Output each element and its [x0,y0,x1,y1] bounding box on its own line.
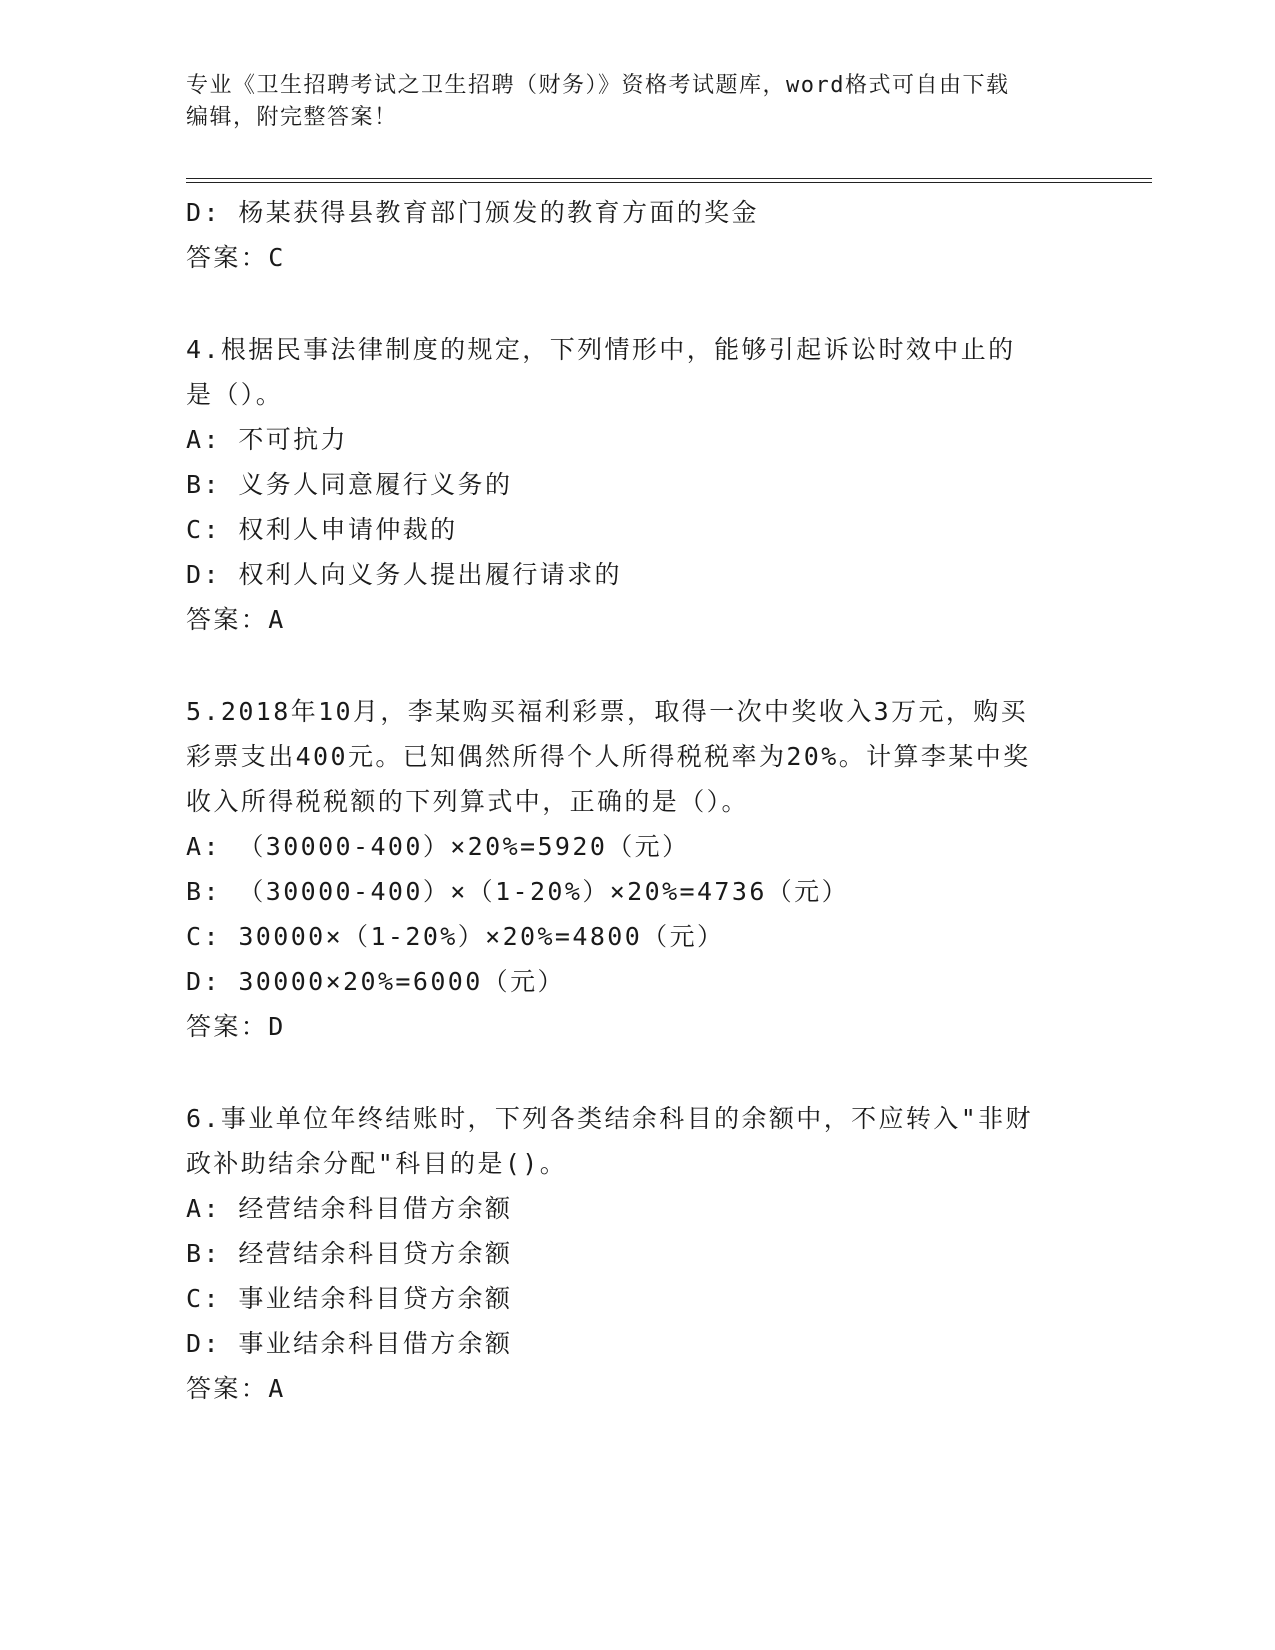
answer-line: 答案：D [186,1012,286,1041]
question-3-tail [186,190,1086,280]
question-6 [186,1096,1086,1411]
option-d: D: 权利人向义务人提出履行请求的 [186,560,622,589]
option-a: A: （30000-400）×20%=5920（元） [186,832,690,861]
spacer [186,642,1086,689]
question-stem-line: 是（）。 [186,380,284,409]
answer-line: 答案：A [186,1374,286,1403]
question-stem-line: 政补助结余分配"科目的是()。 [186,1149,568,1178]
header-title-line-1: 专业《卫生招聘考试之卫生招聘（财务）》资格考试题库，word格式可自由下载 [186,73,1010,98]
answer-line: 答案：A [186,605,286,634]
question-stem-line: 收入所得税税额的下列算式中，正确的是（）。 [186,787,749,816]
option-b: B: 经营结余科目贷方余额 [186,1239,513,1268]
option-d: D: 30000×20%=6000（元） [186,967,565,996]
header-title-line-2: 编辑，附完整答案！ [186,105,398,130]
question-stem-line: 6.事业单位年终结账时，下列各类结余科目的余额中，不应转入"非财 [186,1104,1033,1133]
spacer [186,1049,1086,1096]
question-content [186,190,1086,1411]
option-b: B: 义务人同意履行义务的 [186,470,513,499]
option-d: D: 杨某获得县教育部门颁发的教育方面的奖金 [186,198,759,227]
question-stem-line: 4.根据民事法律制度的规定，下列情形中，能够引起诉讼时效中止的 [186,335,1016,364]
option-a: A: 不可抗力 [186,425,348,454]
option-c: C: 事业结余科目贷方余额 [186,1284,513,1313]
spacer [186,280,1086,327]
option-d: D: 事业结余科目借方余额 [186,1329,513,1358]
option-b: B: （30000-400）×（1-20%）×20%=4736（元） [186,877,849,906]
option-a: A: 经营结余科目借方余额 [186,1194,513,1223]
answer-line: 答案：C [186,243,286,272]
question-stem-line: 5.2018年10月，李某购买福利彩票，取得一次中奖收入3万元，购买 [186,697,1029,726]
option-c: C: 权利人申请仲裁的 [186,515,458,544]
question-stem-line: 彩票支出400元。已知偶然所得个人所得税税率为20%。计算李某中奖 [186,742,1031,771]
question-4 [186,327,1086,642]
question-5 [186,689,1086,1049]
document-header [186,70,1066,134]
header-divider [186,178,1152,183]
option-c: C: 30000×（1-20%）×20%=4800（元） [186,922,725,951]
